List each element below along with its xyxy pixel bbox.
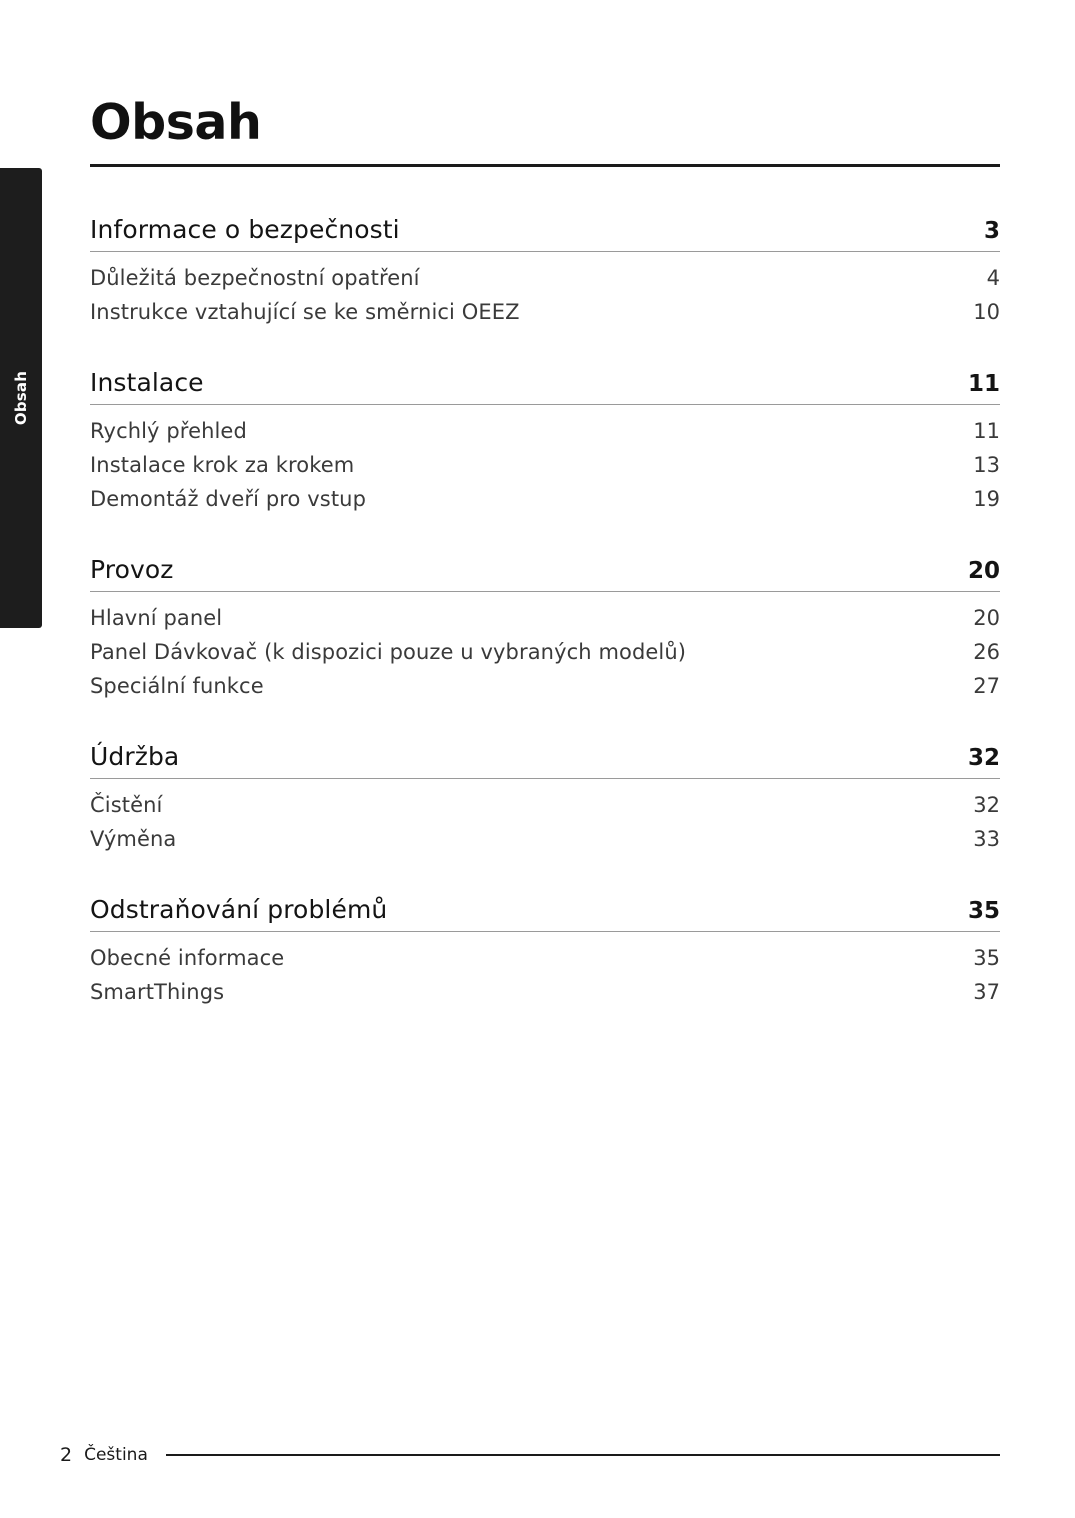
toc-entry[interactable] xyxy=(90,409,1000,443)
toc-entry-title: Výměna xyxy=(90,826,177,851)
toc-entry-page: 13 xyxy=(973,452,1000,477)
toc-entry-page: 32 xyxy=(973,792,1000,817)
toc-entry-title: Panel Dávkovač (k dispozici pouze u vybraných modelů) xyxy=(90,639,687,664)
toc-section xyxy=(90,742,1000,851)
toc-section-header[interactable] xyxy=(90,368,1000,405)
toc-section-page: 20 xyxy=(967,557,1000,584)
toc-entry-page: 27 xyxy=(973,673,1000,698)
page-content xyxy=(90,0,1000,1048)
toc-entry-title: Demontáž dveří pro vstup xyxy=(90,486,366,511)
toc-entry-title: SmartThings xyxy=(90,979,225,1004)
footer-language: Čeština xyxy=(84,1445,148,1465)
chapter-side-tab xyxy=(0,168,42,628)
toc-section-title: Informace o bezpečnosti xyxy=(90,214,400,244)
toc-section xyxy=(90,368,1000,511)
page-title: Obsah xyxy=(90,94,262,151)
toc-entry[interactable] xyxy=(90,596,1000,630)
toc-section-page: 11 xyxy=(967,370,1000,397)
toc-section-title: Provoz xyxy=(90,554,174,584)
toc-entry[interactable] xyxy=(90,783,1000,817)
toc-section-title: Odstraňování problémů xyxy=(90,894,388,924)
toc-entry[interactable] xyxy=(90,817,1000,851)
toc-section-header[interactable] xyxy=(90,215,1000,252)
toc-section-page: 32 xyxy=(967,744,1000,771)
toc-section-header[interactable] xyxy=(90,742,1000,779)
toc-entry-title: Obecné informace xyxy=(90,945,285,970)
toc-section-page: 35 xyxy=(967,897,1000,924)
toc-entry-title: Instalace krok za krokem xyxy=(90,452,355,477)
toc-entry[interactable] xyxy=(90,664,1000,698)
toc-entry[interactable] xyxy=(90,290,1000,324)
toc-entry-page: 19 xyxy=(973,486,1000,511)
toc-entry-title: Instrukce vztahující se ke směrnici OEEZ xyxy=(90,299,520,324)
toc-section xyxy=(90,555,1000,698)
toc-entry[interactable] xyxy=(90,970,1000,1004)
title-divider xyxy=(90,164,1000,167)
toc-section-header[interactable] xyxy=(90,555,1000,592)
toc-entry-page: 10 xyxy=(973,299,1000,324)
table-of-contents xyxy=(90,215,1000,1004)
toc-entry-title: Důležitá bezpečnostní opatření xyxy=(90,265,420,290)
toc-entry[interactable] xyxy=(90,630,1000,664)
toc-entry-page: 26 xyxy=(973,639,1000,664)
toc-entry-title: Speciální funkce xyxy=(90,673,264,698)
toc-section-title: Údržba xyxy=(90,741,180,771)
toc-entry-title: Čistění xyxy=(90,792,163,817)
toc-section xyxy=(90,895,1000,1004)
toc-section xyxy=(90,215,1000,324)
footer-divider xyxy=(166,1454,1000,1456)
footer-page-number: 2 xyxy=(60,1444,73,1466)
toc-entry[interactable] xyxy=(90,477,1000,511)
toc-section-page: 3 xyxy=(983,217,1000,244)
toc-section-header[interactable] xyxy=(90,895,1000,932)
page-footer xyxy=(60,1444,1000,1466)
toc-section-title: Instalace xyxy=(90,367,204,397)
toc-entry-page: 37 xyxy=(973,979,1000,1004)
toc-entry-page: 11 xyxy=(973,418,1000,443)
toc-entry-title: Hlavní panel xyxy=(90,605,223,630)
toc-entry-title: Rychlý přehled xyxy=(90,418,247,443)
toc-entry[interactable] xyxy=(90,256,1000,290)
toc-entry[interactable] xyxy=(90,443,1000,477)
toc-entry-page: 20 xyxy=(973,605,1000,630)
toc-entry-page: 33 xyxy=(973,826,1000,851)
chapter-side-tab-label: Obsah xyxy=(12,370,30,426)
toc-entry-page: 35 xyxy=(973,945,1000,970)
toc-entry[interactable] xyxy=(90,936,1000,970)
toc-entry-page: 4 xyxy=(986,265,1000,290)
